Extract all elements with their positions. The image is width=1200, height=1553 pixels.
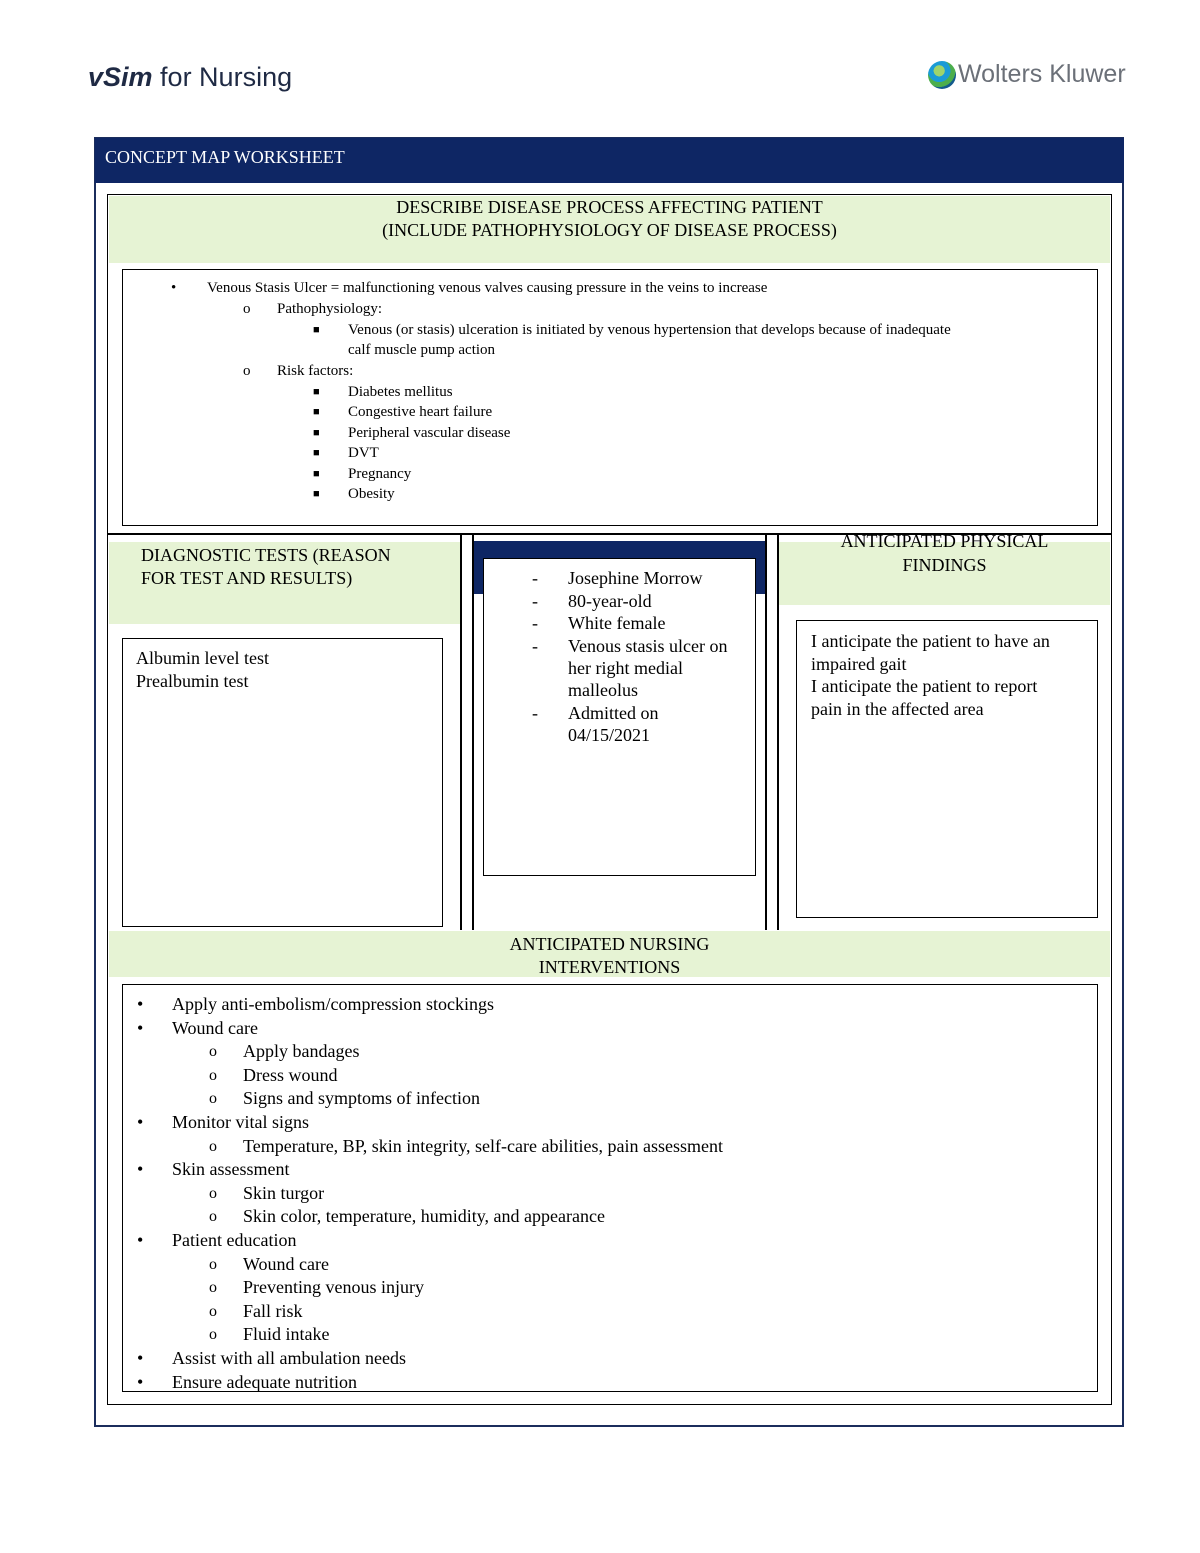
intervention-text: Wound care: [172, 1017, 259, 1038]
bullet-square-icon: ■: [313, 447, 320, 459]
patho-detail-line1: Venous (or stasis) ulceration is initiated by venous hypertension that develops because of inadequate: [348, 322, 951, 338]
bullet-o-icon: o: [209, 1043, 217, 1061]
intervention-text: Wound care: [243, 1253, 330, 1274]
bullet-square-icon: ■: [313, 386, 320, 398]
intervention-item: [123, 1323, 1098, 1347]
dash-bullet-icon: -: [532, 613, 538, 633]
patho-detail-line2: calf muscle pump action: [348, 342, 496, 358]
diagnostics-heading: [109, 542, 460, 624]
globe-icon: [928, 61, 956, 89]
risk-factor: Obesity: [348, 486, 395, 502]
risk-factor: Diabetes mellitus: [348, 384, 453, 400]
bullet-o-icon: o: [209, 1066, 217, 1084]
intervention-item: [123, 1229, 1098, 1253]
intervention-item: [123, 1300, 1098, 1324]
wolters-kluwer-logo: [928, 60, 1126, 89]
dash-bullet-icon: -: [532, 591, 538, 611]
bullet-square-icon: ■: [313, 427, 320, 439]
risk-factor: Congestive heart failure: [348, 404, 493, 420]
bullet-o-icon: o: [209, 1208, 217, 1226]
interventions-heading-line2: INTERVENTIONS: [538, 957, 681, 977]
bullet-o-icon: o: [209, 1279, 217, 1297]
patient-info-box: [483, 558, 756, 876]
patient-item: malleolus: [568, 680, 638, 700]
bullet-dot-icon: •: [137, 1111, 144, 1132]
bullet-square-icon: ■: [313, 406, 320, 418]
intervention-item: [123, 1371, 1098, 1393]
disease-content-box: [122, 269, 1098, 526]
vsim-logo-rest: for Nursing: [152, 62, 293, 92]
intervention-item: [123, 1135, 1098, 1159]
intervention-text: Monitor vital signs: [172, 1111, 310, 1132]
bullet-o-icon: o: [243, 363, 251, 379]
disease-heading-line1: DESCRIBE DISEASE PROCESS AFFECTING PATIENT: [396, 197, 823, 217]
intervention-item: [123, 1017, 1098, 1041]
intervention-text: Patient education: [172, 1229, 297, 1250]
physical-heading-line2: FINDINGS: [902, 555, 987, 575]
intervention-item: [123, 1276, 1098, 1300]
intervention-text: Temperature, BP, skin integrity, self-care abilities, pain assessment: [243, 1135, 723, 1156]
dash-bullet-icon: -: [532, 703, 538, 723]
intervention-item: [123, 1040, 1098, 1064]
intervention-text: Ensure adequate nutrition: [172, 1371, 357, 1392]
intervention-item: [123, 1064, 1098, 1088]
bullet-dot-icon: •: [137, 1017, 144, 1038]
bullet-dot-icon: •: [137, 1371, 144, 1392]
dash-bullet-icon: -: [532, 568, 538, 588]
risk-label: Risk factors:: [277, 363, 354, 379]
risk-factor: Peripheral vascular disease: [348, 425, 511, 441]
interventions-heading-line1: ANTICIPATED NURSING: [509, 934, 710, 954]
patient-item: her right medial: [568, 658, 683, 678]
bullet-dot-icon: •: [137, 994, 144, 1014]
intervention-text: Apply anti-embolism/compression stockings: [172, 994, 494, 1014]
intervention-text: Skin turgor: [243, 1182, 325, 1203]
bullet-o-icon: o: [243, 301, 251, 317]
intervention-item: [123, 1111, 1098, 1135]
intervention-text: Preventing venous injury: [243, 1277, 424, 1298]
intervention-text: Skin assessment: [172, 1159, 290, 1180]
patient-item: Venous stasis ulcer on: [568, 636, 728, 656]
intervention-item: [123, 1087, 1098, 1111]
diagnostics-content-box: [122, 638, 443, 927]
bullet-dot-icon: •: [137, 1229, 144, 1250]
intervention-item: [123, 1253, 1098, 1277]
interventions-content-box: [122, 984, 1098, 1392]
intervention-text: Apply bandages: [243, 1041, 360, 1062]
physical-line: I anticipate the patient to have an: [811, 631, 1050, 651]
patient-item: Josephine Morrow: [568, 568, 703, 588]
dash-bullet-icon: -: [532, 636, 538, 656]
worksheet-title: CONCEPT MAP WORKSHEET: [95, 138, 1124, 183]
patient-item: White female: [568, 613, 666, 633]
intervention-text: Skin color, temperature, humidity, and appearance: [243, 1206, 605, 1227]
bullet-square-icon: ■: [313, 488, 320, 500]
intervention-item: [123, 1205, 1098, 1229]
bullet-dot-icon: •: [171, 280, 177, 296]
intervention-text: Signs and symptoms of infection: [243, 1088, 480, 1109]
vsim-logo: [88, 62, 292, 93]
risk-factor: Pregnancy: [348, 466, 412, 482]
intervention-text: Assist with all ambulation needs: [172, 1347, 406, 1368]
intervention-text: Fluid intake: [243, 1324, 330, 1345]
bullet-square-icon: ■: [313, 324, 320, 336]
diagnostic-test: Prealbumin test: [136, 671, 249, 691]
physical-line: impaired gait: [811, 653, 907, 674]
intervention-item: [123, 1158, 1098, 1182]
diagnostic-test: Albumin level test: [136, 648, 269, 668]
physical-heading-line1: ANTICIPATED PHYSICAL: [840, 531, 1049, 551]
patient-item: Admitted on: [568, 703, 659, 723]
bullet-dot-icon: •: [137, 1347, 144, 1368]
intervention-text: Dress wound: [243, 1064, 338, 1085]
disease-main-point: Venous Stasis Ulcer = malfunctioning venous valves causing pressure in the veins to increase: [207, 280, 768, 296]
disease-heading: [109, 196, 1110, 263]
patient-item: 04/15/2021: [568, 725, 651, 745]
intervention-item: [123, 1347, 1098, 1371]
interventions-list: [123, 993, 1098, 1392]
column-divider: [765, 534, 767, 930]
bullet-o-icon: o: [209, 1255, 217, 1273]
bullet-square-icon: ■: [313, 468, 320, 480]
intervention-item: [123, 1182, 1098, 1206]
bullet-dot-icon: •: [137, 1159, 144, 1180]
vsim-logo-bold: vSim: [88, 62, 153, 92]
patho-label: Pathophysiology:: [277, 301, 383, 317]
physical-line: pain in the affected area: [811, 698, 984, 719]
physical-content-box: [796, 620, 1098, 918]
intervention-text: Fall risk: [243, 1300, 303, 1321]
wolters-kluwer-text: Wolters Kluwer: [958, 60, 1126, 88]
bullet-o-icon: o: [209, 1326, 217, 1344]
risk-factor: DVT: [348, 445, 379, 461]
patient-item: 80-year-old: [568, 591, 652, 611]
bullet-o-icon: o: [209, 1137, 217, 1155]
bullet-o-icon: o: [209, 1184, 217, 1202]
bullet-o-icon: o: [209, 1302, 217, 1320]
disease-heading-line2: (INCLUDE PATHOPHYSIOLOGY OF DISEASE PROCESS): [382, 220, 837, 240]
physical-heading: [779, 531, 1110, 605]
intervention-item: [123, 993, 1098, 1017]
physical-line: I anticipate the patient to report: [811, 676, 1038, 696]
column-divider: [460, 534, 462, 930]
diagnostics-heading-line2: FOR TEST AND RESULTS): [141, 568, 353, 588]
bullet-o-icon: o: [209, 1090, 217, 1108]
interventions-heading: [109, 931, 1110, 977]
diagnostics-heading-line1: DIAGNOSTIC TESTS (REASON: [141, 545, 391, 565]
